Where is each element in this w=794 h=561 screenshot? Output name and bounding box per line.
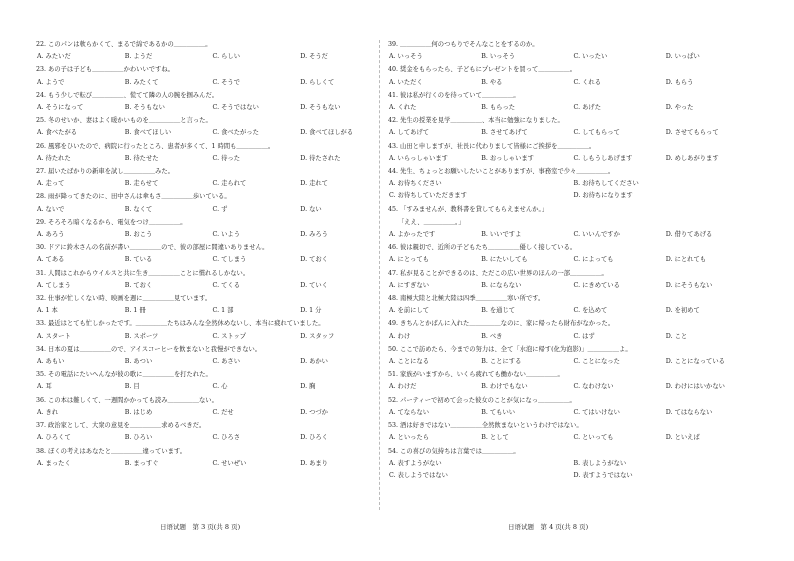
- answer-options: [36, 458, 388, 470]
- answer-option: C. だせ: [212, 408, 234, 416]
- question-stem: 52. パーティーで初めて会った彼女のことが気になっ＿＿＿＿＿。: [388, 396, 576, 404]
- answer-option: D. そうもない: [300, 104, 341, 112]
- question-stem: 25. 冬のせいか、妻はよく暖かいものを＿＿＿＿＿と言った。: [36, 117, 212, 125]
- answer-options: [36, 356, 388, 368]
- answer-options: [36, 254, 388, 266]
- question-stem: 51. 家族がいますから、いくら疲れても働かない＿＿＿＿＿。: [388, 371, 564, 379]
- answer-option: B. もらった: [481, 104, 516, 112]
- question-stem: 22. このパンは軟らかくて、まるで綿であるかの＿＿＿＿＿。: [36, 41, 212, 48]
- answer-options: [36, 381, 388, 393]
- answer-option: C. ことになった: [573, 358, 620, 366]
- answer-option: C. ストップ: [212, 332, 247, 340]
- answer-option: A. てならない: [389, 408, 430, 416]
- answer-option: D. 借りてあげる: [665, 231, 713, 239]
- answer-options: [36, 305, 388, 317]
- answer-option: D. らしくて: [300, 78, 335, 86]
- answer-option: B. てもいい: [481, 408, 516, 416]
- answer-option: A. にとっても: [389, 256, 429, 264]
- answer-option: A. を前にして: [389, 307, 430, 315]
- answer-option: C. ひろさ: [212, 434, 240, 442]
- answer-option: C. 走られて: [212, 180, 247, 188]
- answer-option: B. はじめ: [124, 408, 153, 416]
- answer-option: C. 表しようではない: [389, 471, 448, 479]
- answer-options: [388, 331, 758, 343]
- answer-options: [36, 178, 388, 190]
- answer-option: D. こと: [665, 332, 688, 340]
- answer-option: C. てはいけない: [573, 408, 620, 416]
- answer-option: D. お待ちになります: [573, 192, 633, 200]
- answer-option: A. 食べたがる: [37, 129, 78, 137]
- answer-option: A. まったく: [37, 459, 71, 467]
- answer-option: C. あさい: [212, 358, 240, 366]
- answer-options: [388, 254, 758, 266]
- question-stem: 31. 人間はこれからウイルスと共に生き＿＿＿＿＿ことに慣れるしかない。: [36, 269, 250, 277]
- answer-option: A. いっそう: [389, 53, 423, 61]
- answer-option: D. 待たされた: [300, 154, 341, 162]
- answer-option: C. しもうしあげます: [573, 154, 633, 162]
- answer-option: A. にすぎない: [389, 281, 430, 289]
- right-column: [388, 38, 758, 482]
- answer-option: A. ようで: [37, 78, 65, 86]
- answer-options: [388, 381, 758, 393]
- answer-option: C. 心: [212, 383, 228, 391]
- answer-option: C. お待ちしていただきます: [389, 192, 467, 200]
- answer-option: C. くれる: [573, 78, 601, 86]
- answer-option: D. 走れて: [300, 180, 328, 188]
- answer-option: D. を初めて: [665, 307, 700, 315]
- question-stem: 35. その電話にたいへんなが彼の歌に＿＿＿＿＿を打たれた。: [36, 371, 212, 379]
- question-stem: 24. もう少しで転び＿＿＿＿＿、慌てて隣の人の腕を掴みんだ。: [36, 91, 219, 99]
- answer-option: B. 食べてほしい: [124, 129, 172, 137]
- question-stem: 54. この喜びの気持ちは言葉では＿＿＿＿＿。: [388, 447, 520, 455]
- answer-option: D. といえば: [665, 434, 700, 442]
- answer-option: A. あもい: [37, 358, 65, 366]
- answer-option: B. みたくて: [124, 78, 159, 86]
- answer-option: A. 耳: [37, 383, 52, 391]
- question-stem: 49. きちんとかばんに入れた＿＿＿＿＿なのに、家に帰ったら財布がなかった。: [388, 320, 615, 328]
- answer-option: D. わけにはいかない: [665, 383, 725, 391]
- answer-option: B. お待ちしてください: [573, 180, 639, 188]
- answer-option: B. ことにする: [481, 358, 522, 366]
- answer-options: [36, 127, 388, 139]
- question-stem: 53. 酒は好きではない＿＿＿＿＿全然飲まないというわけではない。: [388, 422, 583, 430]
- answer-option: D. にとれても: [665, 256, 707, 264]
- answer-option: B. そうもない: [124, 104, 165, 112]
- answer-option: C. せいぜい: [212, 459, 247, 467]
- page-footer-right: 日语试题 第 4 页(共 8 页): [508, 523, 589, 531]
- question-stem: 40. 奨金をもらったら、子どもにプレゼントを買って＿＿＿＿＿。: [388, 66, 577, 74]
- answer-options: [36, 280, 388, 292]
- answer-option: A. よかったです: [389, 231, 436, 239]
- answer-option: B. まっすぐ: [124, 459, 159, 467]
- answer-option: D. させてもらって: [665, 129, 719, 137]
- answer-options: [36, 331, 388, 343]
- answer-options: [388, 407, 758, 419]
- answer-options: [36, 102, 388, 114]
- answer-option: D. てはならない: [665, 408, 713, 416]
- question-stem: 30. ドアに鈴木さんの名前が書い＿＿＿＿＿ので、彼の部屋に間違いありません。: [36, 244, 269, 252]
- question-stem: 29. そろそろ暗くなるから、電気をつけ＿＿＿＿＿。: [36, 218, 187, 226]
- answer-option: B. として: [481, 434, 509, 442]
- answer-option: D. にそうもない: [665, 281, 713, 289]
- answer-option: C. といっても: [573, 434, 614, 442]
- answer-option: A. いらっしゃいます: [389, 154, 448, 162]
- answer-option: A. あろう: [37, 231, 65, 239]
- answer-options: [388, 432, 758, 444]
- answer-option: A. みたいだ: [37, 53, 71, 61]
- answer-option: B. ひろい: [124, 434, 153, 442]
- answer-option: C. いったい: [573, 53, 608, 61]
- question-stem: 44. 先生、ちょっとお願いしたいことがありますが、事務室で少々＿＿＿＿＿。: [388, 168, 615, 176]
- question-stem: 41. 彼は私が行くのを待っていて＿＿＿＿＿。: [388, 91, 520, 99]
- answer-option: C. らしい: [212, 53, 240, 61]
- answer-option: B. ている: [124, 256, 153, 264]
- question-stem: 50. ここで訪めたら、今までの努力は、全て「水泡に帰す(化为泡影)」＿＿＿＿＿よ。: [388, 345, 632, 353]
- question-stem: 48. 南極大陸と北極大陸は四季＿＿＿＿＿寒い所です。: [388, 295, 545, 303]
- question-stem: 37. 政治家として、大衆の意見を＿＿＿＿＿求めるべきだ。: [36, 422, 206, 430]
- answer-option: B. 目: [124, 383, 140, 391]
- answer-option: A. そうになって: [37, 104, 84, 112]
- answer-option: B. あつい: [124, 358, 153, 366]
- answer-option: A. 走って: [37, 180, 65, 188]
- answer-option: C. そうではない: [212, 104, 259, 112]
- answer-option: A. スタート: [37, 332, 71, 340]
- answer-option: A. お待ちください: [389, 180, 442, 188]
- answer-option: D. やった: [665, 104, 694, 112]
- answer-option: B. 待たせた: [124, 154, 159, 162]
- answer-option: C. にきめている: [573, 281, 620, 289]
- left-column: [36, 38, 388, 470]
- answer-option: B. なくて: [124, 205, 153, 213]
- question-stem: 「ええ、＿＿＿＿＿。」: [398, 218, 465, 226]
- answer-option: B. スポーツ: [124, 332, 159, 340]
- answer-option: B. させてあげて: [481, 129, 528, 137]
- answer-option: C. なわけない: [573, 383, 614, 391]
- answer-options: [36, 229, 388, 241]
- answer-option: D. 胸: [300, 383, 316, 391]
- answer-option: D. スタッフ: [300, 332, 335, 340]
- answer-option: B. 走らせて: [124, 180, 159, 188]
- question-stem: 43. 山田と申しますが、社長に代わりまして皆様にご挨拶を＿＿＿＿＿。: [388, 142, 596, 150]
- answer-option: D. 1 分: [300, 307, 322, 315]
- answer-option: A. ひろくて: [37, 434, 71, 442]
- answer-option: C. てしまう: [212, 256, 247, 264]
- answer-options: [388, 305, 758, 317]
- answer-option: B. にたいしても: [481, 256, 528, 264]
- answer-options: [36, 407, 388, 419]
- answer-option: C. いいんですか: [573, 231, 620, 239]
- answer-option: C. 待った: [212, 154, 240, 162]
- answer-options: [388, 127, 758, 139]
- answer-option: D. ていく: [300, 281, 328, 289]
- answer-options: [36, 77, 388, 89]
- answer-option: A. くれた: [389, 104, 417, 112]
- answer-option: C. あげた: [573, 104, 601, 112]
- question-stem: 39. ＿＿＿＿＿何のつもりでそんなことをするのか。: [388, 41, 539, 48]
- answer-option: B. いっそう: [481, 53, 516, 61]
- answer-option: B. にならない: [481, 281, 522, 289]
- answer-option: A. してあげて: [389, 129, 430, 137]
- answer-options: [388, 102, 758, 114]
- answer-option: A. いただく: [389, 78, 423, 86]
- answer-options: [36, 51, 388, 63]
- answer-option: C. そうで: [212, 78, 240, 86]
- answer-options: [388, 458, 758, 482]
- answer-options: [36, 153, 388, 165]
- answer-options: [388, 51, 758, 63]
- answer-option: A. てある: [37, 256, 65, 264]
- answer-option: D. あまり: [300, 459, 328, 467]
- question-stem: 36. この本は難しくて、一週間かかっても読み＿＿＿＿＿ない。: [36, 396, 218, 404]
- answer-option: D. あかい: [300, 358, 328, 366]
- answer-option: A. 表すようがない: [389, 459, 442, 467]
- answer-option: A. といったら: [389, 434, 430, 442]
- answer-option: C. によっても: [573, 256, 614, 264]
- answer-option: C. はず: [573, 332, 595, 340]
- answer-options: [36, 204, 388, 216]
- answer-option: B. やる: [481, 78, 503, 86]
- answer-options: [388, 153, 758, 165]
- answer-option: C. してもらって: [573, 129, 620, 137]
- answer-option: D. もらう: [665, 78, 694, 86]
- answer-option: D. みろう: [300, 231, 328, 239]
- answer-option: C. てくる: [212, 281, 240, 289]
- question-stem: 28. 雨が降ってきたのに、田中さんは傘もさ＿＿＿＿＿歩いている。: [36, 193, 231, 201]
- answer-option: D. ない: [300, 205, 322, 213]
- answer-option: A. ないで: [37, 205, 65, 213]
- question-stem: 38. ぼくの考えはあなたと＿＿＿＿＿違っています。: [36, 447, 187, 455]
- answer-option: A. わけだ: [389, 383, 417, 391]
- answer-option: B. 表しようがない: [573, 459, 627, 467]
- question-stem: 42. 先生の授業を見学＿＿＿＿＿、本当に勉強になりました。: [388, 117, 564, 125]
- answer-option: B. わけでもない: [481, 383, 528, 391]
- answer-option: B. 1 冊: [124, 307, 146, 315]
- answer-option: C. 食べたがった: [212, 129, 259, 137]
- answer-option: B. を通じて: [481, 307, 516, 315]
- answer-option: A. てしまう: [37, 281, 71, 289]
- answer-option: D. つづか: [300, 408, 328, 416]
- answer-option: D. ことになっている: [665, 358, 725, 366]
- answer-options: [36, 432, 388, 444]
- answer-option: A. 1 本: [37, 307, 58, 315]
- question-stem: 32. 仕事が忙しくない時、映画を週に＿＿＿＿＿見ています。: [36, 295, 212, 303]
- answer-options: [388, 77, 758, 89]
- answer-option: B. ようだ: [124, 53, 153, 61]
- question-stem: 33. 最近はとても忙しかったです。＿＿＿＿＿たちはみんな全然休めないし、本当に疲れていました。: [36, 320, 325, 328]
- answer-options: [388, 280, 758, 292]
- answer-options: [388, 229, 758, 241]
- question-stem: 34. 日本の夏は＿＿＿＿＿ので、アイスコーヒーを飲まないと我慢ができない。: [36, 345, 262, 353]
- answer-option: C. いよう: [212, 231, 240, 239]
- answer-option: A. わけ: [389, 332, 411, 340]
- answer-options: [388, 356, 758, 368]
- answer-option: D. ひろく: [300, 434, 328, 442]
- question-stem: 27. 届いたばかりの新車を試し＿＿＿＿＿みた。: [36, 168, 174, 176]
- answer-option: D. 表すようではない: [573, 471, 633, 479]
- answer-option: A. きれ: [37, 408, 59, 416]
- answer-option: D. めしあがります: [665, 154, 719, 162]
- page-footer-left: 日语试题 第 3 页(共 8 页): [160, 523, 241, 531]
- column-divider: [379, 40, 380, 510]
- answer-option: C. ず: [212, 205, 228, 213]
- question-stem: 47. 私が見ることができるのは、ただこの広い世界のほんの一部＿＿＿＿＿。: [388, 269, 608, 277]
- answer-option: A. ことになる: [389, 358, 430, 366]
- question-stem: 26. 風邪をひいたので、病院に行ったところ、患者が多くて、1 時間も＿＿＿＿＿。: [36, 142, 275, 150]
- answer-option: B. おっしゃいます: [481, 154, 534, 162]
- answer-option: D. いっぱい: [665, 53, 700, 61]
- answer-option: C. を込めて: [573, 307, 608, 315]
- question-stem: 23. あの子は子ども＿＿＿＿＿かわいいですね。: [36, 66, 174, 74]
- answer-option: B. べき: [481, 332, 503, 340]
- question-stem: 45. 「すみませんが、教科書を貸してもらえませんか。」: [388, 205, 548, 213]
- answer-option: D. ておく: [300, 256, 328, 264]
- answer-option: A. 待たれた: [37, 154, 71, 162]
- question-stem: 46. 彼は親切で、近所の子どもたち＿＿＿＿＿優しく接している。: [388, 244, 577, 252]
- answer-option: B. おこう: [124, 231, 153, 239]
- answer-option: B. いいですよ: [481, 231, 522, 239]
- answer-option: C. 1 部: [212, 307, 234, 315]
- answer-option: B. ておく: [124, 281, 153, 289]
- answer-options: [388, 178, 758, 202]
- answer-option: D. そうだ: [300, 53, 328, 61]
- answer-option: D. 食べてほしがる: [300, 129, 354, 137]
